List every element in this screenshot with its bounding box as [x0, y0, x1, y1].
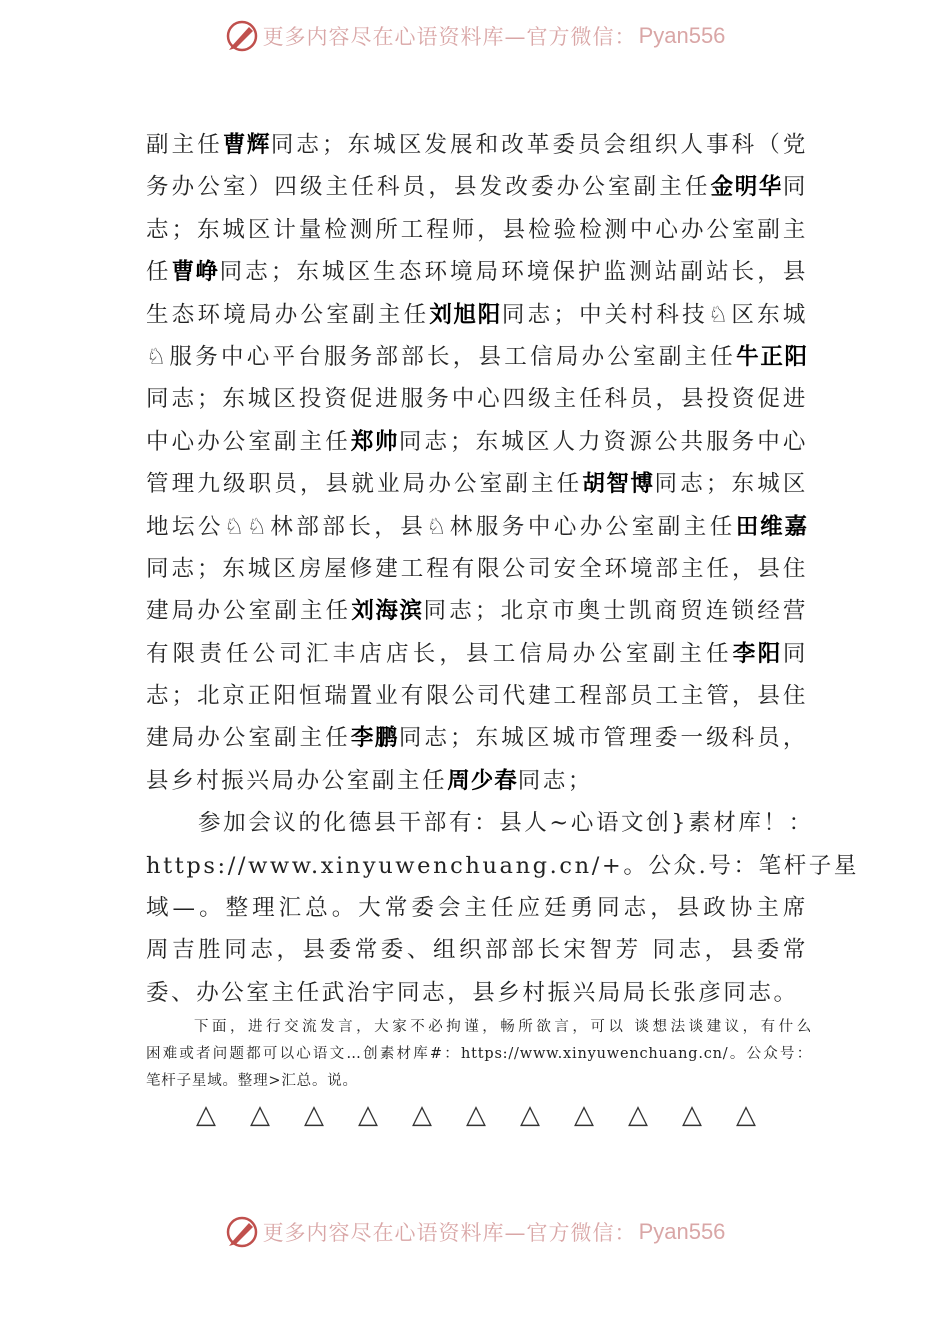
- text-line: [146, 760, 808, 802]
- text-segment: 地坛公♘♘林部部长，县♘林服务中心办公室副主任: [146, 513, 736, 540]
- person-name: 刘旭阳: [429, 301, 502, 328]
- text-line: [146, 336, 808, 378]
- person-name: 牛正阳: [736, 343, 808, 370]
- person-name: 金明华: [710, 174, 783, 201]
- text-segment: 同志；东城区房屋修建工程有限公司安全环境部主任，县住: [146, 555, 808, 582]
- text-line: https://www.xinyuwenchuang.cn/+。公众.号：笔杆子星: [146, 852, 859, 879]
- person-name: 刘海滨: [351, 598, 424, 625]
- text-line: [146, 633, 808, 675]
- triangle-icon: △: [412, 1100, 432, 1130]
- person-name: 李阳: [732, 640, 783, 667]
- text-segment: 同: [782, 174, 808, 201]
- text-line: [146, 166, 808, 208]
- text-segment: 志；北京正阳恒瑞置业有限公司代建工程部员工主管，县住: [146, 683, 808, 710]
- text-segment: 务办公室）四级主任科员，县发改委办公室副主任: [146, 174, 711, 201]
- text-segment: 同志；东城区生态环境局环境保护监测站副站长，县: [219, 259, 808, 286]
- small-text-line: 困难或者问题都可以心语文…创素材库#：https://www.xinyuwenchuang.cn/。公众号：: [146, 1046, 812, 1062]
- text-line: [146, 251, 808, 293]
- text-segment: 同志；东城区投资促进服务中心四级主任科员，县投资促进: [146, 386, 808, 413]
- text-line: [146, 717, 808, 759]
- text-segment: 同志；东城区: [654, 471, 808, 498]
- text-line: 周吉胜同志，县委常委、组织部部长宋智芳 同志，县委常: [146, 937, 808, 964]
- triangle-icon: △: [250, 1100, 270, 1130]
- triangle-icon: △: [466, 1100, 486, 1130]
- text-line: [146, 209, 808, 251]
- person-name: 曹峥: [171, 259, 220, 286]
- text-segment: 同志；东城区发展和改革委员会组织人事科（党: [270, 132, 808, 158]
- text-line: [146, 463, 808, 505]
- text-segment: 同志；东城区城市管理委一级科员，: [398, 725, 808, 752]
- text-line: 域—。整理汇总。大常委会主任应廷勇同志，县政协主席: [146, 895, 808, 922]
- text-segment: 同: [782, 640, 808, 667]
- text-segment: 副主任: [146, 132, 223, 158]
- footer-banner: [0, 1208, 950, 1256]
- text-segment: ♘服务中心平台服务部部长，县工信局办公室副主任: [146, 343, 737, 370]
- person-name: 胡智博: [582, 471, 655, 498]
- small-text-line: 下面，进行交流发言，大家不必拘谨，畅所欲言，可以 谈想法谈建议，有什么: [194, 1019, 812, 1035]
- text-line: [146, 124, 808, 166]
- text-segment: 同志；东城区人力资源公共服务中心: [398, 428, 808, 455]
- body-paragraph-small: [146, 1014, 812, 1095]
- text-line: [146, 378, 808, 420]
- text-segment: 有限责任公司汇丰店店长，县工信局办公室副主任: [146, 640, 733, 667]
- pen-logo-icon: [225, 1215, 259, 1249]
- pen-logo-icon: [225, 19, 259, 53]
- triangle-divider: [196, 1100, 756, 1130]
- triangle-icon: △: [682, 1100, 702, 1130]
- text-segment: 同志；北京市奥士凯商贸连锁经营: [423, 598, 808, 625]
- banner-text: 更多内容尽在心语资料库—官方微信：: [262, 25, 637, 49]
- text-segment: 管理九级职员，县就业局办公室副主任: [146, 471, 583, 498]
- text-line: [146, 590, 808, 632]
- triangle-icon: △: [736, 1100, 756, 1130]
- text-segment: 志；东城区计量检测所工程师，县检验检测中心办公室副主: [146, 216, 808, 243]
- text-line: 委、办公室主任武治宇同志，县乡村振兴局局长张彦同志。: [146, 979, 799, 1006]
- text-line: [146, 548, 808, 590]
- body-paragraph-1: [146, 124, 859, 1014]
- text-line: 参加会议的化德县干部有：县人~心语文创}素材库！：: [198, 810, 814, 837]
- person-name: 田维嘉: [735, 513, 808, 540]
- person-name: 李鹏: [350, 725, 399, 752]
- text-line: [146, 506, 808, 548]
- banner-code: Pyan556: [638, 1219, 726, 1244]
- header-banner: [0, 12, 950, 60]
- person-name: 周少春: [447, 767, 518, 794]
- banner-text: 更多内容尽在心语资料库—官方微信：: [262, 1221, 637, 1245]
- text-segment: 建局办公室副主任: [146, 598, 352, 625]
- text-segment: 同志；: [517, 767, 594, 794]
- text-segment: 建局办公室副主任: [146, 725, 351, 752]
- triangle-icon: △: [196, 1100, 216, 1130]
- small-text-line: 笔杆子星域。整理>汇总。说。: [146, 1073, 358, 1089]
- text-segment: 生态环境局办公室副主任: [146, 301, 430, 328]
- text-line: [146, 421, 808, 463]
- triangle-icon: △: [628, 1100, 648, 1130]
- text-line: [146, 294, 808, 336]
- banner-code: Pyan556: [638, 23, 726, 48]
- text-segment: 任: [146, 259, 172, 286]
- triangle-icon: △: [304, 1100, 324, 1130]
- person-name: 郑帅: [350, 428, 399, 455]
- text-line: [146, 675, 808, 717]
- triangle-icon: △: [520, 1100, 540, 1130]
- text-segment: 中心办公室副主任: [146, 428, 351, 455]
- triangle-icon: △: [358, 1100, 378, 1130]
- triangle-icon: △: [574, 1100, 594, 1130]
- person-name: 曹辉: [222, 132, 271, 158]
- text-segment: 同志；中关村科技♘区东城: [501, 301, 808, 328]
- text-segment: 县乡村振兴局办公室副主任: [146, 767, 448, 794]
